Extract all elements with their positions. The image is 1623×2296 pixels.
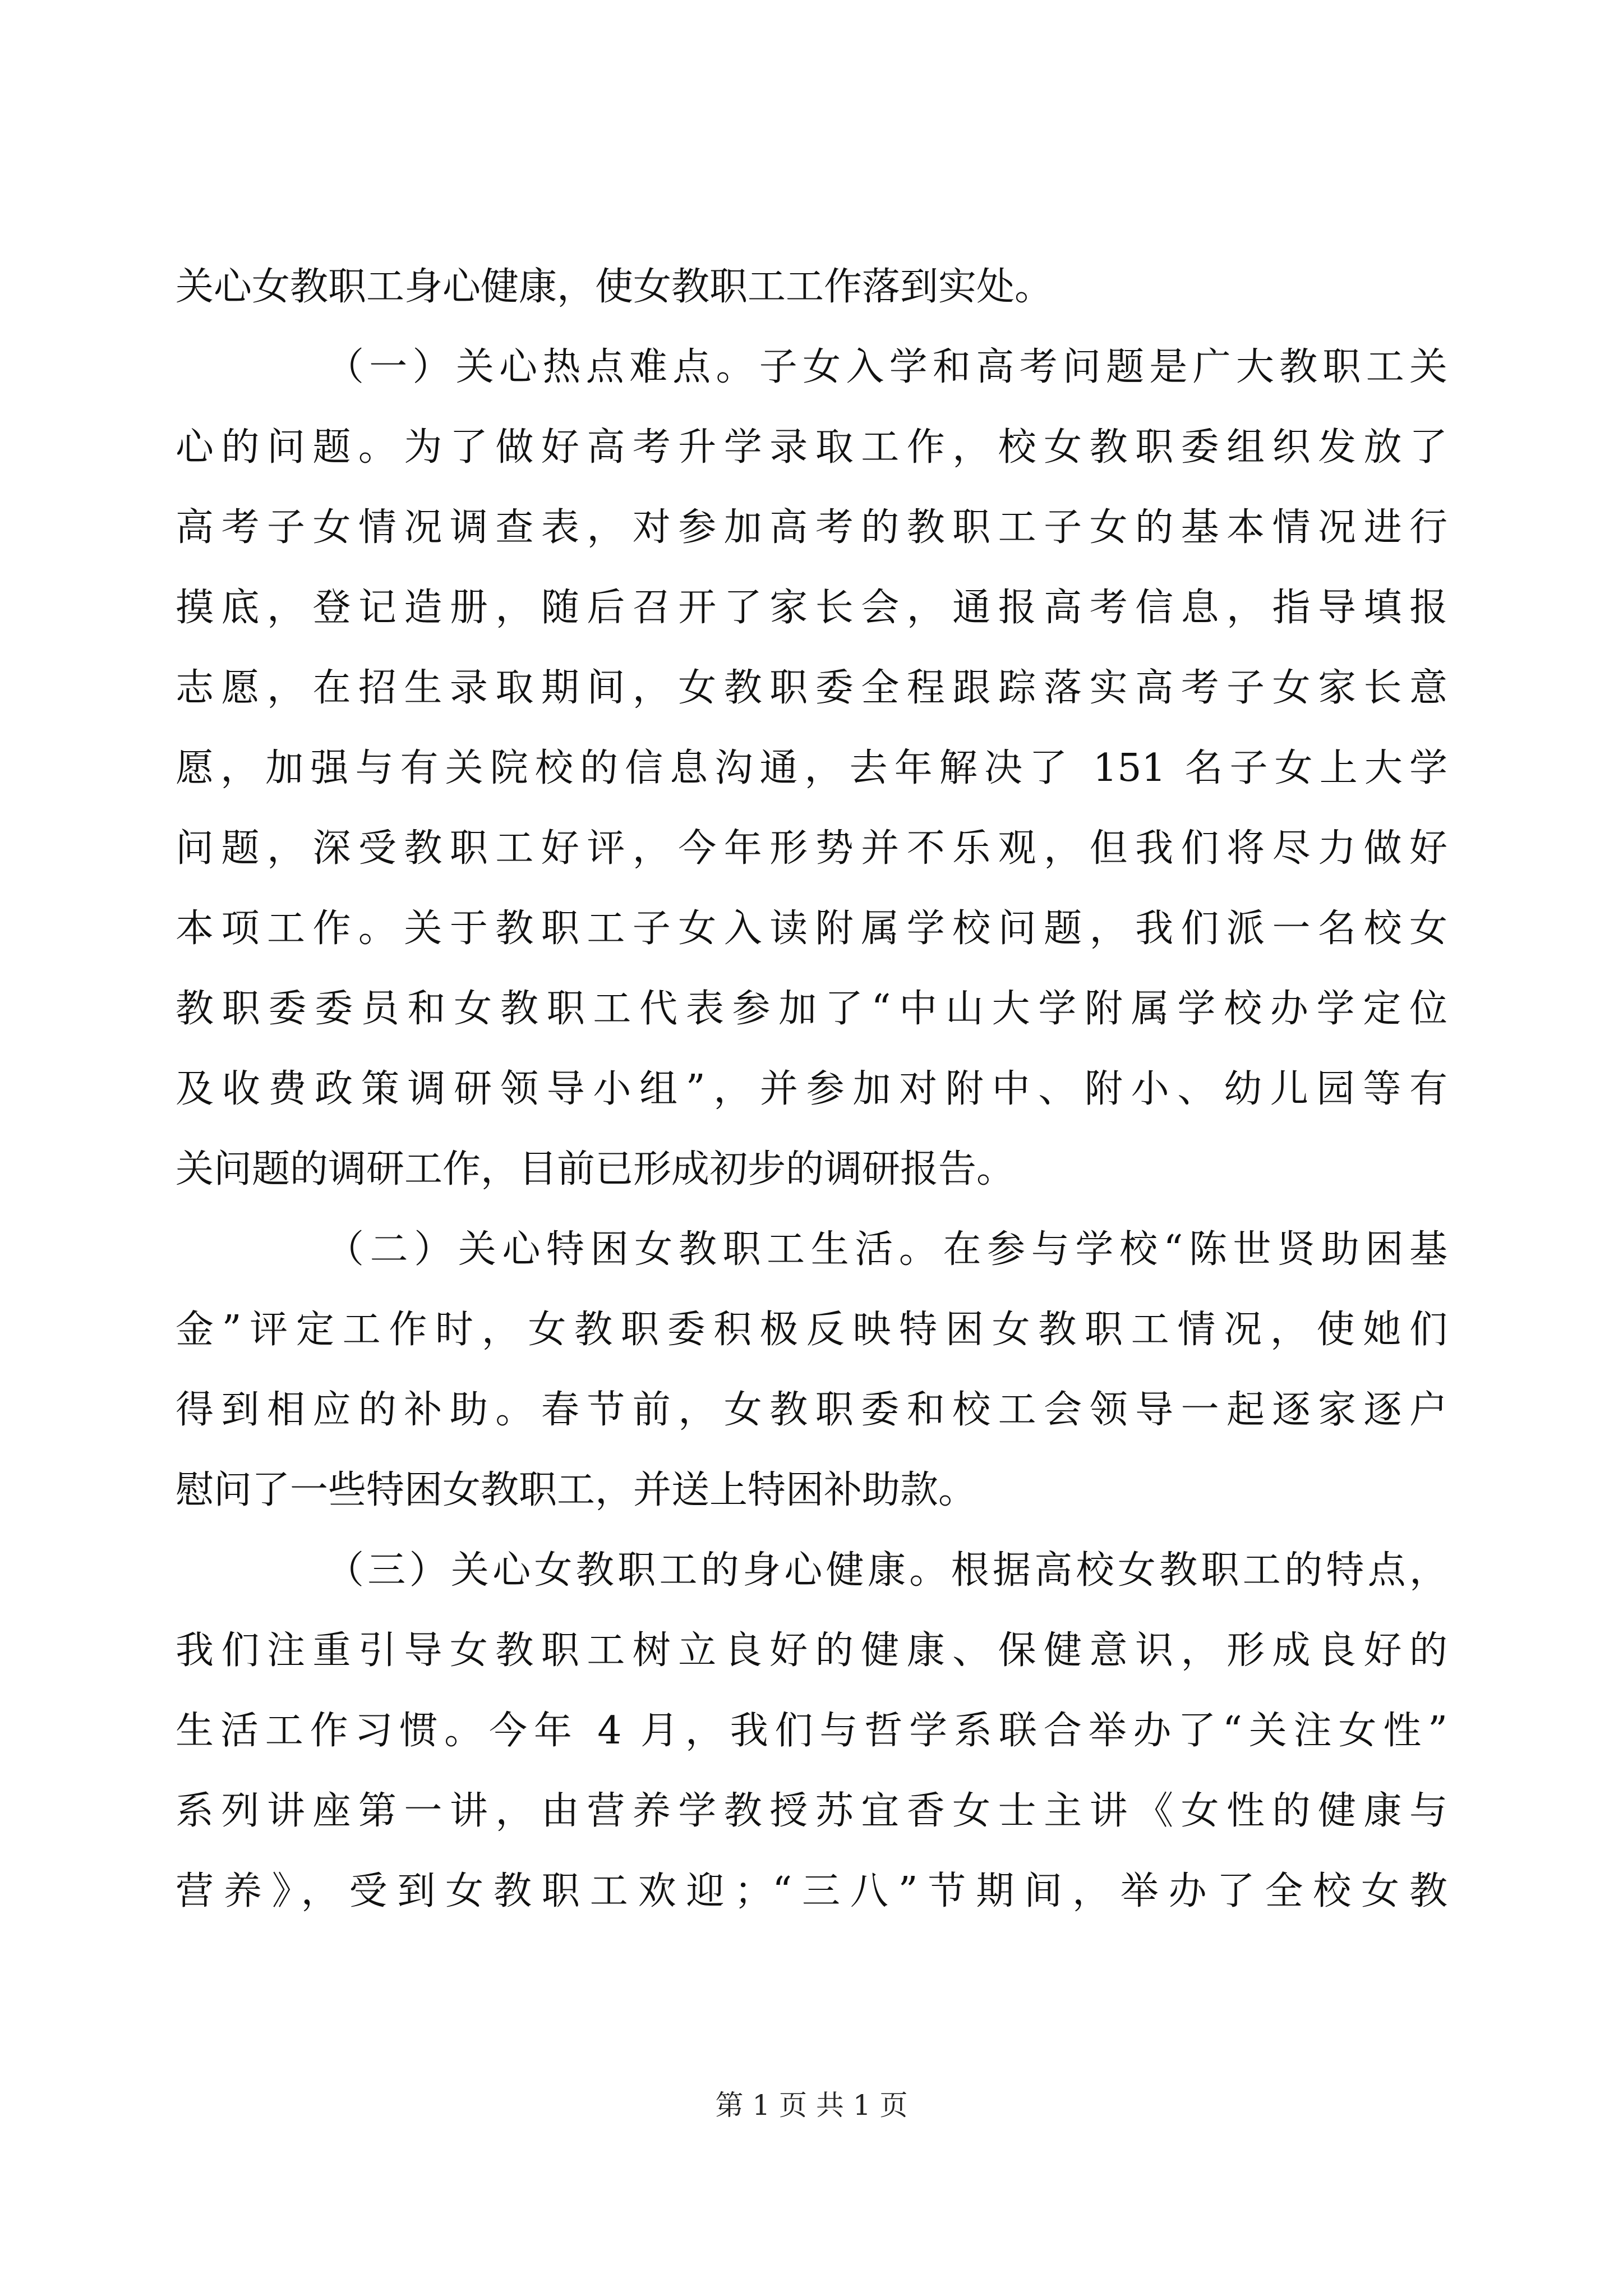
text-line: （一）关心热点难点。子女入学和高考问题是广大教职工关 xyxy=(326,345,1447,389)
text-line: 愿，加强与有关院校的信息沟通，去年解决了 151 名子女上大学 xyxy=(176,746,1447,790)
text-line: 志愿，在招生录取期间，女教职委全程跟踪落实高考子女家长意 xyxy=(176,666,1447,710)
text-line: 系列讲座第一讲，由营养学教授苏宜香女士主讲《女性的健康与 xyxy=(176,1789,1447,1833)
text-line: 慰问了一些特困女教职工，并送上特困补助款。 xyxy=(176,1468,977,1512)
text-line: 教职委委员和女教职工代表参加了“中山大学附属学校办学定位 xyxy=(176,987,1447,1031)
text-line: 营养》，受到女教职工欢迎；“三八”节期间，举办了全校女教 xyxy=(176,1869,1447,1913)
text-line: 金”评定工作时，女教职委积极反映特困女教职工情况，使她们 xyxy=(176,1308,1447,1352)
text-line: 摸底，登记造册，随后召开了家长会，通报高考信息，指导填报 xyxy=(176,586,1447,630)
text-line: 心的问题。为了做好高考升学录取工作，校女教职委组织发放了 xyxy=(176,425,1447,470)
text-line: （三）关心女教职工的身心健康。根据高校女教职工的特点， xyxy=(326,1548,1447,1593)
text-line: 问题，深受教职工好评，今年形势并不乐观，但我们将尽力做好 xyxy=(176,826,1447,871)
document-body xyxy=(176,247,1447,1931)
text-line: 本项工作。关于教职工子女入读附属学校问题，我们派一名校女 xyxy=(176,907,1447,951)
page-number-label: 第 1 页 共 1 页 xyxy=(715,2089,908,2122)
text-line: 得到相应的补助。春节前，女教职委和校工会领导一起逐家逐户 xyxy=(176,1388,1447,1432)
text-line: 关心女教职工身心健康，使女教职工工作落到实处。 xyxy=(176,265,1053,309)
text-line: 高考子女情况调查表，对参加高考的教职工子女的基本情况进行 xyxy=(176,505,1447,550)
text-line: （二）关心特困女教职工生活。在参与学校“陈世贤助困基 xyxy=(326,1227,1447,1272)
text-line: 生活工作习惯。今年 4 月，我们与哲学系联合举办了“关注女性” xyxy=(176,1709,1447,1753)
text-line: 我们注重引导女教职工树立良好的健康、保健意识，形成良好的 xyxy=(176,1628,1447,1673)
text-line: 及收费政策调研领导小组”，并参加对附中、附小、幼儿园等有 xyxy=(176,1067,1447,1111)
page-footer xyxy=(0,2086,1623,2125)
text-line: 关问题的调研工作，目前已形成初步的调研报告。 xyxy=(176,1147,1015,1191)
